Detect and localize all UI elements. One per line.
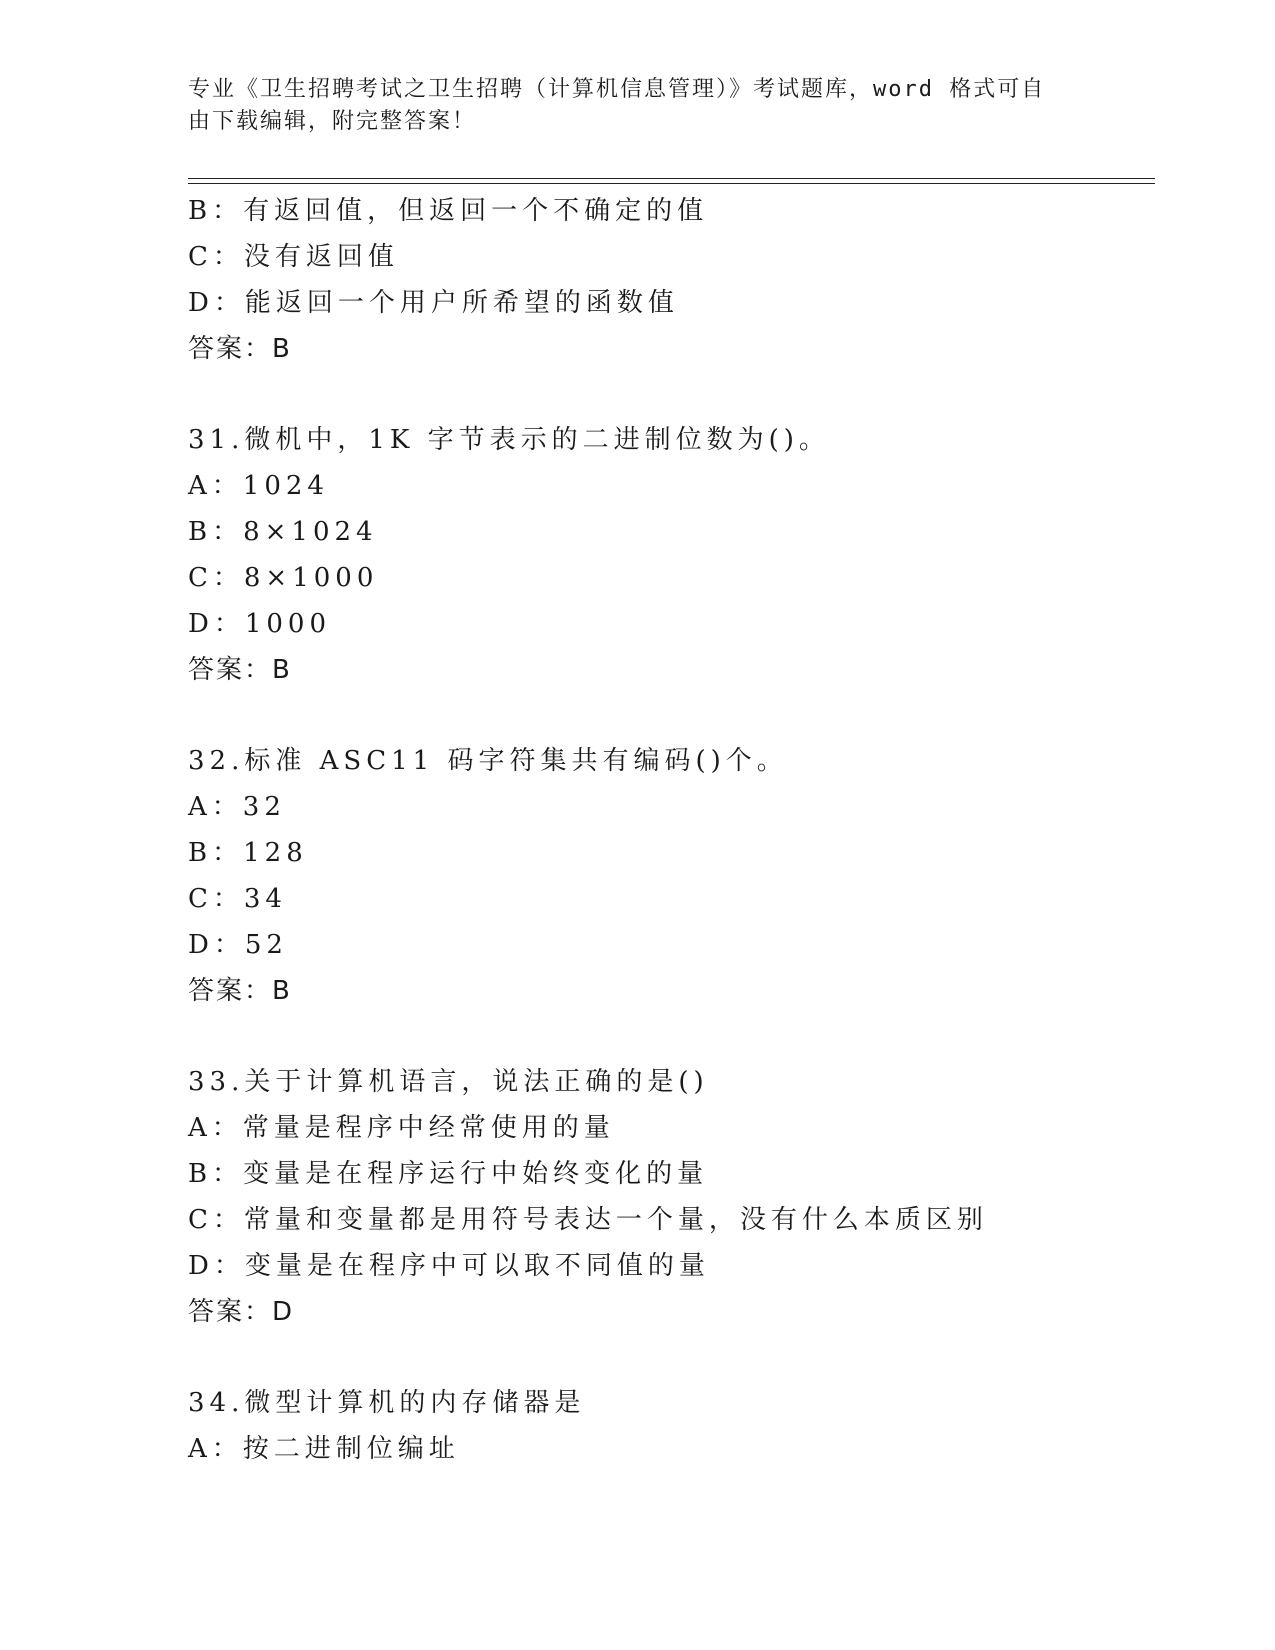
block-gap [188, 1335, 1155, 1380]
option-line: D：能返回一个用户所希望的函数值 [188, 288, 679, 318]
answer-line: 答案：B [188, 334, 292, 364]
option-line: D：变量是在程序中可以取不同值的量 [188, 1251, 710, 1281]
header-line-1: 专业《卫生招聘考试之卫生招聘（计算机信息管理）》考试题库，word 格式可自 [188, 77, 1046, 102]
answer-line: 答案：B [188, 655, 292, 685]
option-line: A：常量是程序中经常使用的量 [188, 1113, 615, 1143]
option-line: B：有返回值，但返回一个不确定的值 [188, 196, 709, 226]
header-divider [188, 178, 1155, 184]
question-line: 33.关于计算机语言，说法正确的是() [188, 1067, 709, 1097]
answer-line: 答案：B [188, 976, 292, 1006]
question-line: 34.微型计算机的内存储器是 [188, 1388, 586, 1418]
question-block [188, 738, 1155, 1014]
option-line: C：没有返回值 [188, 242, 399, 272]
question-block [188, 1059, 1155, 1335]
question-line: 32.标准 ASC11 码字符集共有编码()个。 [188, 746, 788, 776]
answer-line: 答案：D [188, 1297, 295, 1327]
block-gap [188, 372, 1155, 417]
option-line: C：8×1000 [188, 563, 379, 593]
option-line: B：8×1024 [188, 517, 378, 547]
block-gap [188, 1014, 1155, 1059]
option-line: C：常量和变量都是用符号表达一个量，没有什么本质区别 [188, 1205, 988, 1235]
option-line: A：1024 [188, 471, 329, 501]
option-line: D：52 [188, 930, 288, 960]
question-block [188, 417, 1155, 693]
option-line: B：变量是在程序运行中始终变化的量 [188, 1159, 709, 1189]
option-line: A：32 [188, 792, 286, 822]
option-line: B：128 [188, 838, 308, 868]
document-header [188, 74, 1068, 138]
question-list [188, 188, 1155, 1472]
option-line: D：1000 [188, 609, 332, 639]
header-line-2: 由下载编辑，附完整答案！ [188, 109, 477, 134]
question-block [188, 1380, 1155, 1472]
option-line: A：按二进制位编址 [188, 1434, 460, 1464]
question-line: 31.微机中，1K 字节表示的二进制位数为()。 [188, 425, 830, 455]
question-block [188, 188, 1155, 372]
block-gap [188, 693, 1155, 738]
option-line: C：34 [188, 884, 287, 914]
